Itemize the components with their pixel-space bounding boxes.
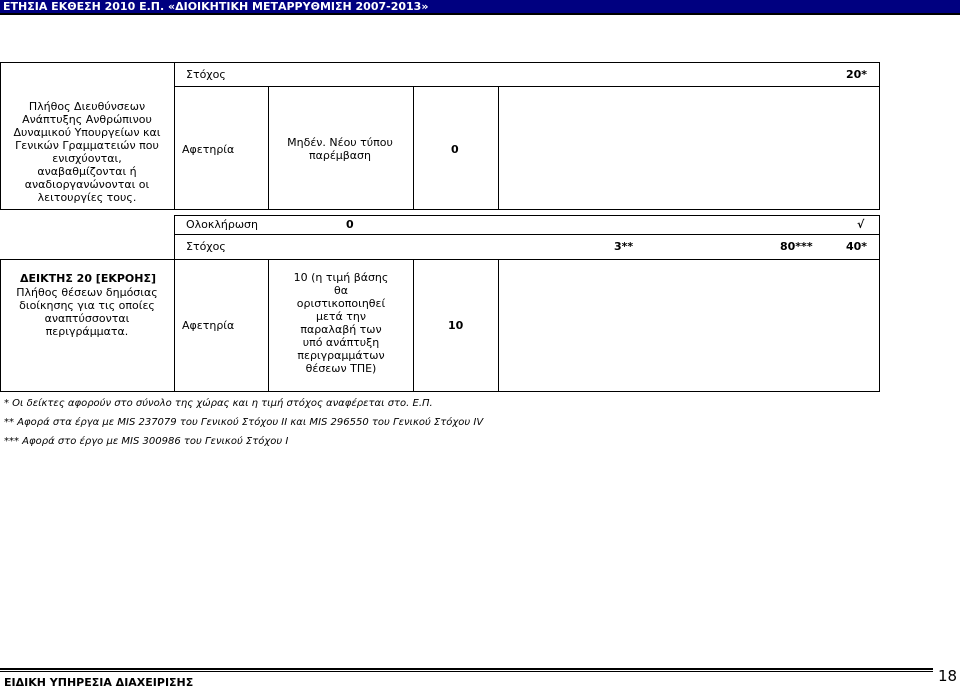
table2-start-label: Αφετηρία bbox=[182, 319, 235, 332]
table1-col-divider-2 bbox=[268, 86, 269, 210]
check-mark-icon: √ bbox=[857, 218, 865, 231]
table2-border-left bbox=[0, 259, 1, 392]
table1-col-divider-1 bbox=[174, 62, 175, 210]
page-number: 18 bbox=[938, 667, 958, 685]
table1-row-divider bbox=[174, 86, 880, 87]
note-1: * Οι δείκτες αφορούν στο σύνολο της χώρας και η τιμή στόχος αναφέρεται στο. Ε.Π. bbox=[4, 398, 433, 409]
note-3: *** Αφορά στο έργο με MIS 300986 του Γενικού Στόχου Ι bbox=[4, 436, 289, 447]
completion-value: 0 bbox=[346, 218, 354, 231]
indicator-title: ΔΕΙΚΤΗΣ 20 [ΕΚΡΟΗΣ] bbox=[19, 272, 157, 285]
table1-target-label: Στόχος bbox=[186, 68, 226, 81]
table2-col-divider-1 bbox=[174, 215, 175, 392]
footer-rule-thin bbox=[0, 671, 933, 672]
table1-border-left bbox=[0, 62, 1, 210]
table2-col-divider-2 bbox=[268, 259, 269, 392]
table2-col-divider-4 bbox=[498, 259, 499, 392]
document-title: ΕΤΗΣΙΑ ΕΚΘΕΣΗ 2010 Ε.Π. «ΔΙΟΙΚΗΤΙΚΗ ΜΕΤΑΡΡΥΘΜΙΣΗ 2007-2013» bbox=[3, 0, 429, 13]
header-rule bbox=[0, 13, 960, 15]
table2-target-value-2: 80*** bbox=[780, 240, 813, 253]
footer-rule bbox=[0, 668, 933, 670]
table2-target-label: Στόχος bbox=[186, 240, 226, 253]
completion-border-top bbox=[174, 215, 880, 216]
table1-start-number: 0 bbox=[451, 143, 459, 156]
note-2: ** Αφορά στα έργα με MIS 237079 του Γενικού Στόχου ΙΙ και MIS 296550 του Γενικού Στόχου IV bbox=[4, 417, 484, 428]
table1-border-top bbox=[0, 62, 880, 63]
table1-col-divider-4 bbox=[498, 86, 499, 210]
table2-target-value-1: 3** bbox=[614, 240, 634, 253]
table1-border-right bbox=[879, 62, 880, 210]
footer-text: ΕΙΔΙΚΗ ΥΠΗΡΕΣΙΑ ΔΙΑΧΕΙΡΙΣΗΣ bbox=[4, 676, 194, 689]
table1-indicator-text: Πλήθος Διευθύνσεων Ανάπτυξης Ανθρώπινου Δυναμικού Υπουργείων και Γενικών Γραμματειών που ενισχύονται, αναβαθμίζονται ή αναδιοργανώνονται οι λειτουργίες τους. bbox=[13, 100, 161, 204]
table2-start-value: 10 (η τιμή βάσης θα οριστικοποιηθεί μετά την παραλαβή των υπό ανάπτυξη περιγραμμάτων θέσεων ΤΠΕ) bbox=[293, 271, 389, 375]
table2-border-bottom bbox=[0, 391, 880, 392]
table2-col-divider-3 bbox=[413, 259, 414, 392]
table2-border-right bbox=[879, 215, 880, 392]
table1-target-value: 20* bbox=[846, 68, 868, 81]
table2-target-value-3: 40* bbox=[846, 240, 868, 253]
table2-indicator-text: Πλήθος θέσεων δημόσιας διοίκησης για τις οποίες αναπτύσσονται περιγράμματα. bbox=[16, 286, 158, 338]
table1-border-bottom bbox=[0, 209, 880, 210]
table2-border-top bbox=[0, 259, 880, 260]
table1-start-label: Αφετηρία bbox=[182, 143, 235, 156]
completion-label: Ολοκλήρωση bbox=[186, 218, 258, 231]
table2-start-number: 10 bbox=[448, 319, 464, 332]
table1-start-value: Μηδέν. Νέου τύπου παρέμβαση bbox=[287, 136, 393, 162]
table2-target-border-top bbox=[174, 234, 880, 235]
table1-col-divider-3 bbox=[413, 86, 414, 210]
